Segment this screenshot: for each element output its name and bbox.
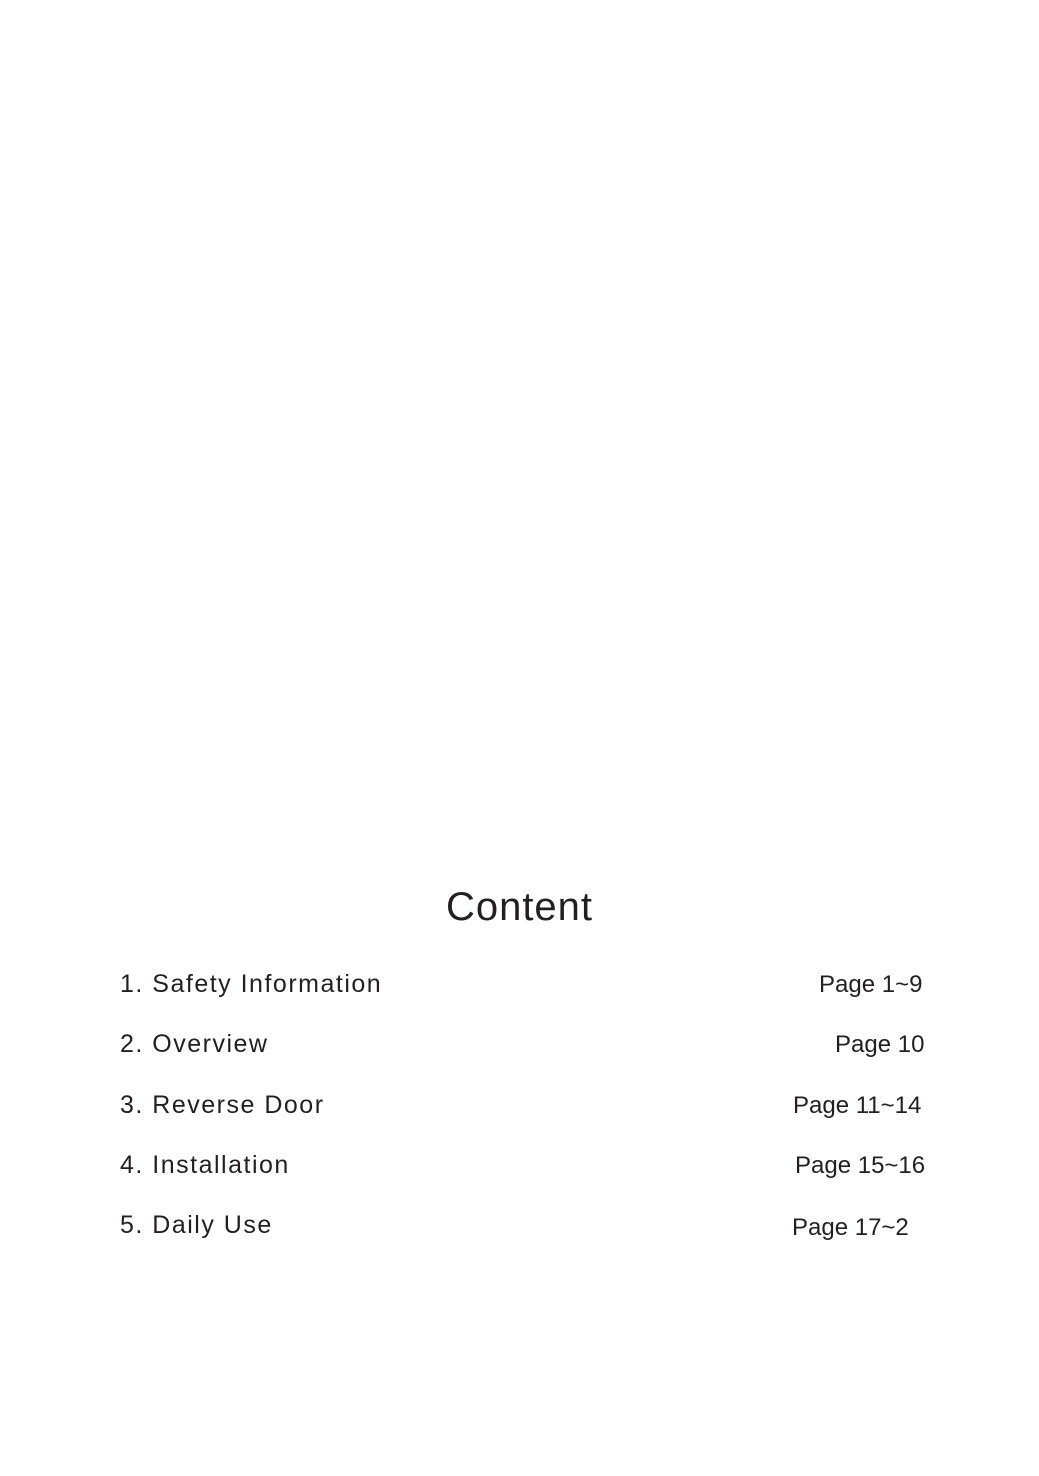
toc-entry-label: 5. Daily Use [120,1211,273,1239]
toc-entry [0,1089,1039,1121]
toc-entry-page-range: Page 1~9 [819,971,923,998]
toc-entry-page-range: Page 11~14 [793,1092,922,1119]
toc-entry-page-range: Page 15~16 [795,1152,926,1179]
toc-entry-label: 1. Safety Information [120,970,383,998]
toc-title: Content [445,885,594,929]
toc-entry-page-range: Page 17~2 [792,1214,909,1241]
toc-entry-label: 2. Overview [120,1030,269,1058]
toc-entry [0,968,1039,1000]
toc-entry [0,1209,1039,1241]
toc-entry-label: 3. Reverse Door [120,1091,325,1119]
toc-entry-page-range: Page 10 [835,1031,925,1058]
toc-entry-label: 4. Installation [120,1151,290,1179]
toc-entry [0,1028,1039,1060]
toc-entry [0,1149,1039,1181]
